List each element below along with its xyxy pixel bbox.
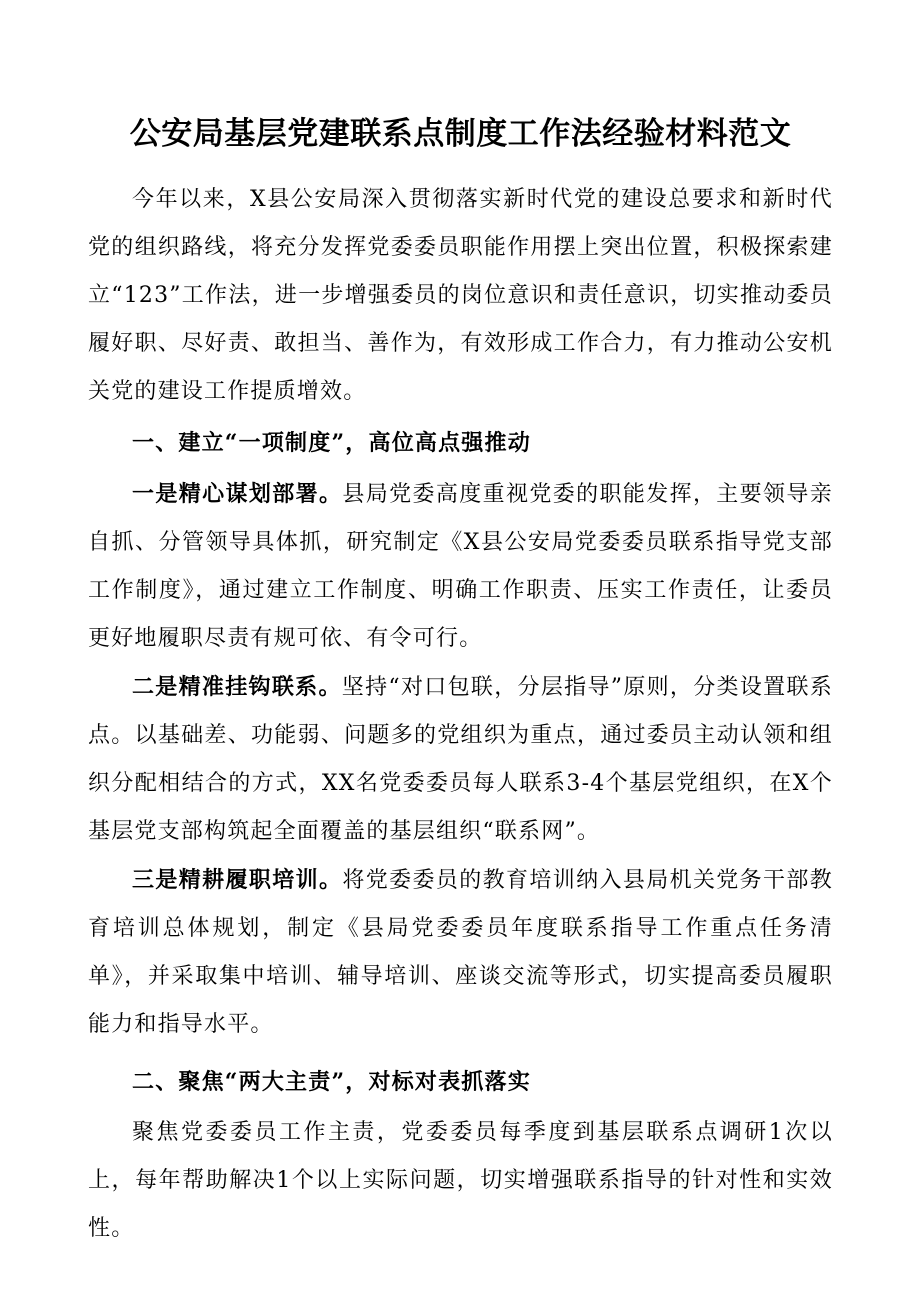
item-text: 坚持“对口包联，分层指导”原则，分类设置联系点。以基础差、功能弱、问题多的党组织为重点，通过委员主动认领和组织分配相结合的方式，XX名党委委员每人联系3-4个基层党组织，在X个基层党支部构筑起全面覆盖的基层组织“联系网”。 (88, 675, 833, 844)
item-text: 县局党委高度重视党委的职能发挥，主要领导亲自抓、分管领导具体抓，研究制定《X县公安局党委委员联系指导党支部工作制度》，通过建立工作制度、明确工作职责、压实工作责任，让委员更好地履职尽责有规可依、有令可行。 (88, 482, 833, 651)
document-title: 公安局基层党建联系点制度工作法经验材料范文 (129, 116, 792, 152)
item-lead: 三是精耕履职培训。 (132, 867, 343, 893)
intro-paragraph: 今年以来，X县公安局深入贯彻落实新时代党的建设总要求和新时代党的组织路线，将充分发挥党委委员职能作用摆上突出位置，积极探索建立“123”工作法，进一步增强委员的岗位意识和责任意识，切实推动委员履好职、尽好责、敢担当、善作为，有效形成工作合力，有力推动公安机关党的建设工作提质增效。 (88, 187, 833, 404)
section-heading-1: 一、建立“一项制度”，高位高点强推动 (132, 430, 531, 456)
section1-item-2 (88, 663, 833, 856)
spacer (88, 1049, 833, 1055)
item-lead: 一是精心谋划部署。 (132, 481, 343, 507)
item-lead: 二是精准挂钩联系。 (132, 674, 342, 700)
section2-paragraph: 聚焦党委委员工作主责，党委委员每季度到基层联系点调研1次以上，每年帮助解决1个以上实际问题，切实增强联系指导的针对性和实效性。 (88, 1120, 833, 1241)
section-heading-2: 二、聚焦“两大主责”，对标对表抓落实 (132, 1069, 531, 1095)
item-text: 将党委委员的教育培训纳入县局机关党务干部教育培训总体规划，制定《县局党委委员年度联系指导工作重点任务清单》，并采取集中培训、辅导培训、座谈交流等形式，切实提高委员履职能力和指导水平。 (88, 868, 833, 1037)
section1-item-3 (88, 856, 833, 1049)
section1-item-1 (88, 470, 833, 663)
document-page (88, 112, 833, 1253)
